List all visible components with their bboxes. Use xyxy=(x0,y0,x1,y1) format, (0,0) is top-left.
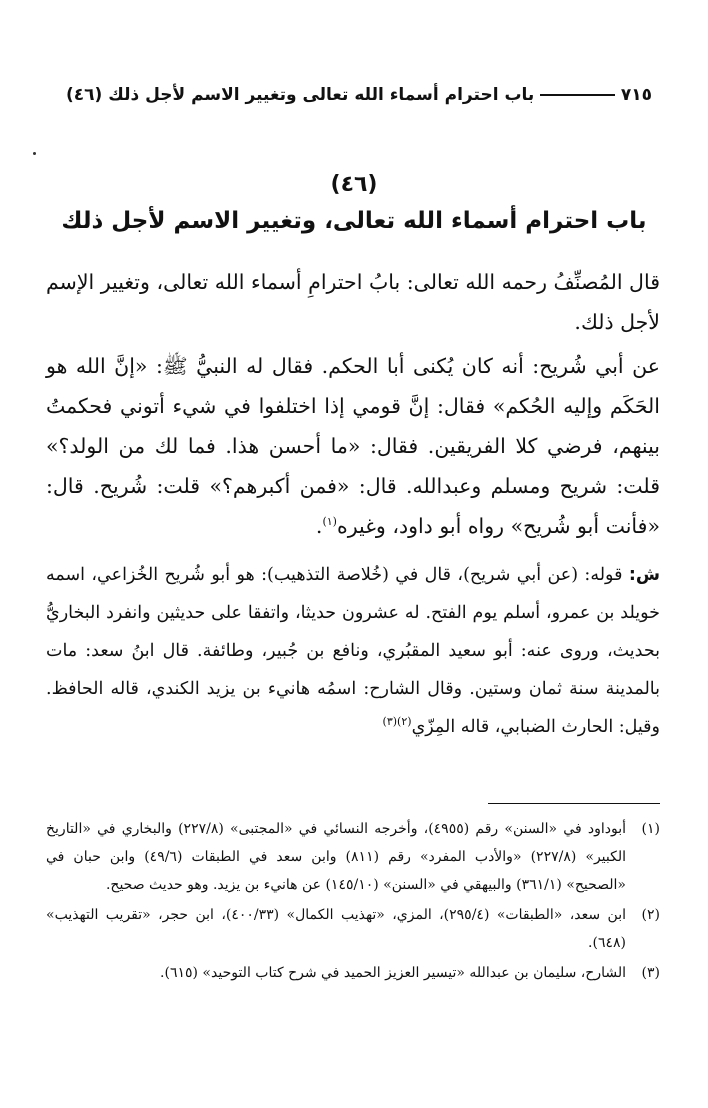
header-rule xyxy=(540,94,615,96)
footnote-3 xyxy=(46,959,660,987)
matn-paragraph-2 xyxy=(46,346,660,546)
header-title: باب احترام أسماء الله تعالى وتغيير الاسم لأجل ذلك (٤٦) xyxy=(66,85,535,105)
scan-speck xyxy=(33,152,36,155)
footnote-2 xyxy=(46,901,660,957)
footnote-number: (٣) xyxy=(641,965,660,981)
page-number: ٧١٥ xyxy=(620,85,652,105)
matn-paragraph-1: قال المُصنِّفُ رحمه الله تعالى: بابُ احترامِ أسماء الله تعالى، وتغيير الإسم لأجل ذلك. xyxy=(46,270,660,334)
matn-hadith-text: عن أبي شُريح: أنه كان يُكنى أبا الحكم. فقال له النبيُّ ﷺ: «إنَّ الله هو الحَكَم وإليه الحُكم» فقال: إنَّ قومي إذا اختلفوا في شيء أتوني فحكمتُ بينهم، فرضي كلا الفريقين. فقال: «ما أحسن هذا. فما لك من الولد؟» قلت: شريح ومسلم وعبدالله. قال: «فمن أكبرهم؟» قلت: شُريح. قال: «فأنت أبو شُريح» رواه أبو داود، وغيره xyxy=(46,354,660,538)
footnote-number: (٢) xyxy=(641,907,660,923)
commentary xyxy=(46,556,660,746)
footnotes xyxy=(46,815,660,989)
chapter-title: باب احترام أسماء الله تعالى، وتغيير الاسم لأجل ذلك xyxy=(61,208,647,234)
commentary-mark: ش: xyxy=(628,565,660,585)
footnote-text: ابن سعد، «الطبقات» (٢٩٥/٤)، المزي، «تهذيب الكمال» (٤٠٠/٣٣)، ابن حجر، «تقريب التهذيب» (٦٤٨). xyxy=(46,907,626,951)
matn-end-punct: . xyxy=(315,514,323,538)
commentary-text: قوله: (عن أبي شريح)، قال في (خُلاصة التذهيب): هو أبو شُريح الخُزاعي، اسمه خويلد بن عمرو، أسلم يوم الفتح. له عشرون حديثا، واتفقا على حديثين وانفرد البخاريُّ بحديث، وروى عنه: أبو سعيد المقبُري، ونافع بن جُبير، وطائفة. قال ابنُ سعد: مات بالمدينة سنة ثمان وستين. وقال الشارح: اسمُه هانيء بن يزيد الكندي، قاله الحافظ. وقيل: الحارث الضبابي، قاله المِزّي xyxy=(46,565,660,737)
footnote-number: (١) xyxy=(641,821,660,837)
main-text xyxy=(46,262,660,546)
footnote-divider xyxy=(488,803,660,804)
footnote-refs-2-3: (٢)(٣) xyxy=(382,715,412,729)
commentary-paragraph xyxy=(46,556,660,746)
footnote-text: الشارح، سليمان بن عبدالله «تيسير العزيز الحميد في شرح كتاب التوحيد» (٦١٥). xyxy=(160,965,626,981)
chapter-number: (٤٦) xyxy=(330,172,378,197)
footnote-text: أبوداود في «السنن» رقم (٤٩٥٥)، وأخرجه النسائي في «المجتبى» (٢٢٧/٨) والبخاري في «التاريخ الكبير» (٢٢٧/٨) «والأدب المفرد» رقم (٨١١) وابن سعد في الطبقات (٤٩/٦) وابن حبان في «الصحيح» (٣٦١/١) والبيهقي في «السنن» (١٤٥/١٠) عن هانيء بن يزيد. وهو حديث صحيح. xyxy=(46,821,627,893)
running-header xyxy=(60,80,658,110)
footnote-1 xyxy=(46,815,660,899)
footnote-ref-1: (١) xyxy=(322,515,337,529)
